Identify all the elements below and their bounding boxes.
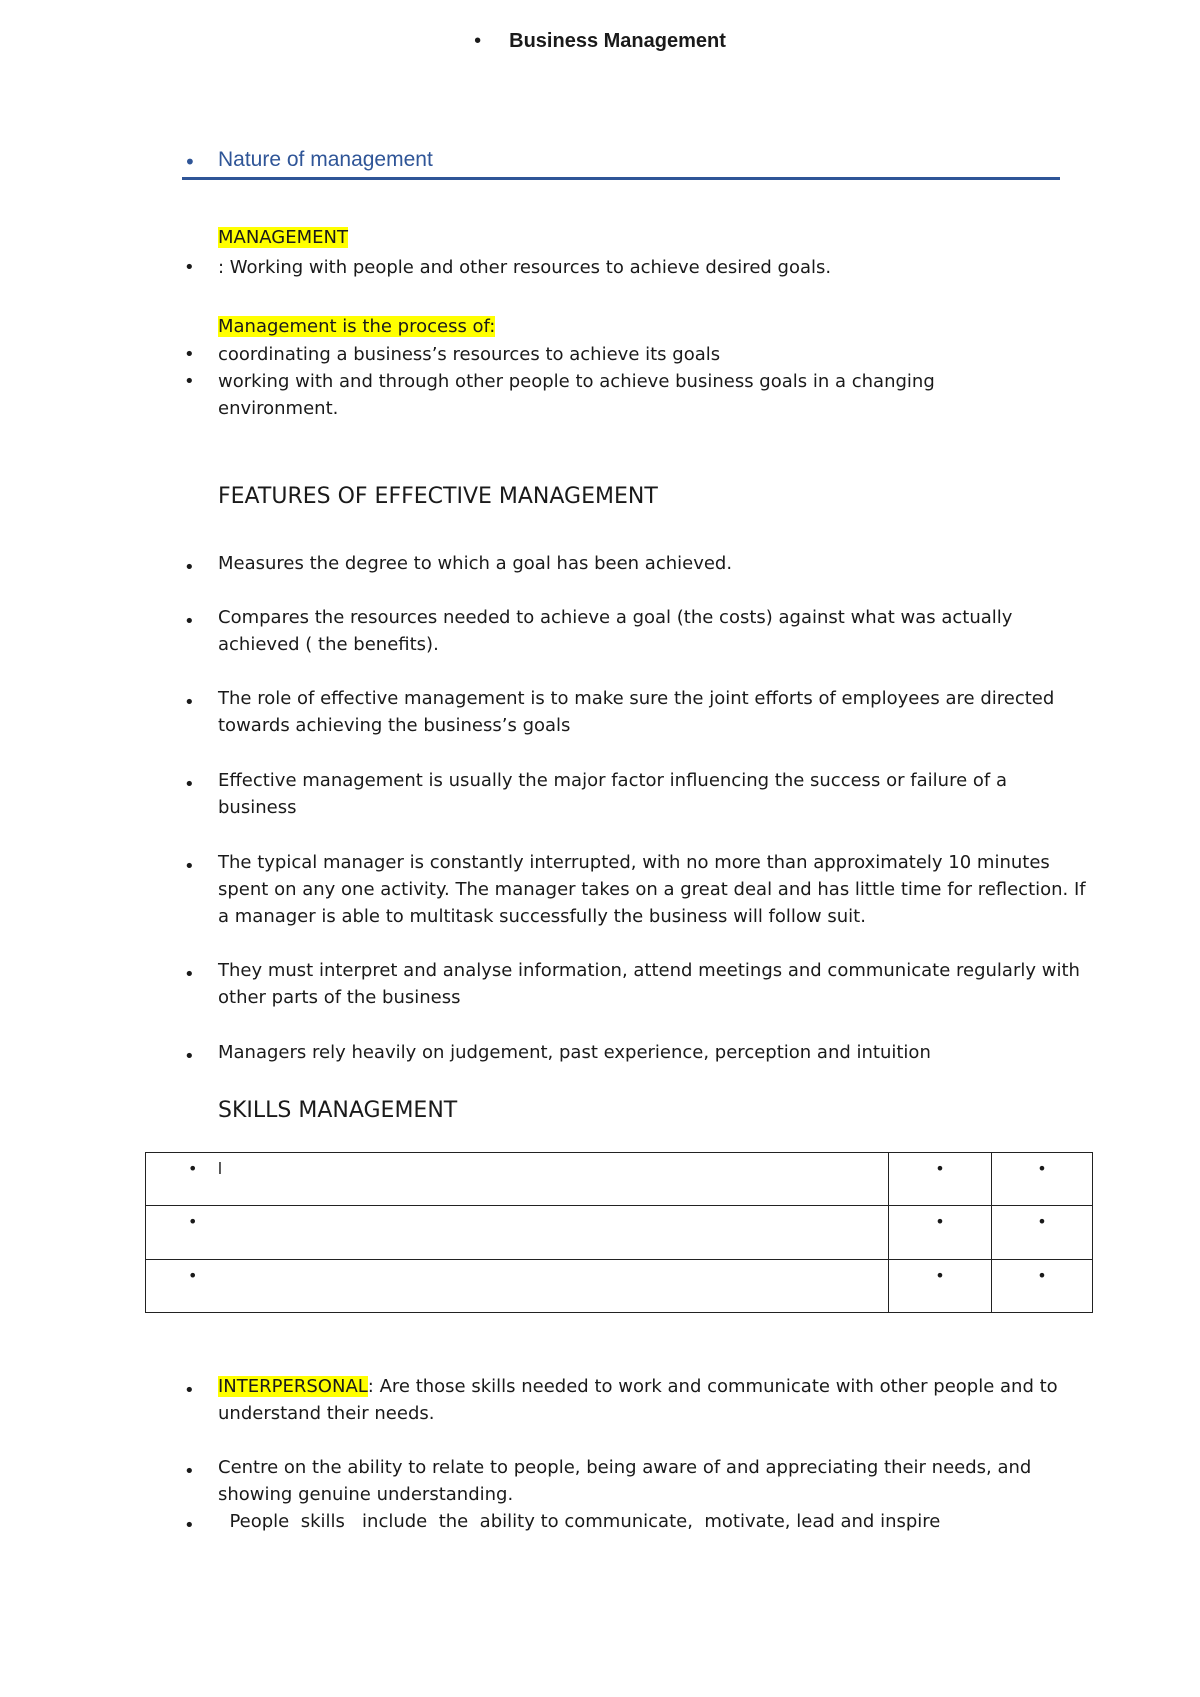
list-bullet: •: [184, 774, 195, 795]
interpersonal-description: : Are those skills needed to work and communicate with other people and to understand their needs.: [218, 1376, 1058, 1424]
list-bullet: •: [184, 692, 195, 713]
list-bullet: •: [184, 257, 195, 278]
table-row: [146, 1259, 1093, 1312]
section-divider: [182, 177, 1060, 180]
skills-heading: SKILLS MANAGEMENT: [218, 1098, 458, 1123]
table-cell: •: [889, 1206, 992, 1259]
list-item: People skills include the ability to communicate, motivate, lead and inspire: [218, 1511, 941, 1532]
management-definition: : Working with people and other resources to achieve desired goals.: [218, 257, 832, 278]
table-row: [146, 1153, 1093, 1206]
list-bullet: •: [184, 964, 195, 985]
table-cell: • l: [146, 1153, 889, 1206]
list-item: working with and through other people to achieve business goals in a changing environment.: [218, 371, 935, 419]
section-bullet: •: [184, 150, 196, 174]
list-item: Measures the degree to which a goal has been achieved.: [218, 553, 733, 574]
table-cell: •: [992, 1259, 1093, 1312]
list-item: Compares the resources needed to achieve a goal (the costs) against what was actually achieved ( the benefits).: [218, 607, 1013, 655]
management-label: MANAGEMENT: [218, 227, 348, 248]
table-cell: •: [146, 1259, 889, 1312]
table-cell: •: [992, 1153, 1093, 1206]
list-bullet: •: [184, 856, 195, 877]
table-cell: •: [146, 1206, 889, 1259]
document-header: [0, 30, 1200, 53]
list-item: The role of effective management is to make sure the joint efforts of employees are directed towards achieving the business’s goals: [218, 688, 1055, 736]
table-cell: •: [889, 1153, 992, 1206]
list-bullet: •: [184, 371, 195, 392]
skills-table: [145, 1152, 1093, 1313]
list-bullet: •: [184, 1461, 195, 1482]
list-bullet: •: [184, 1046, 195, 1067]
list-item: They must interpret and analyse information, attend meetings and communicate regularly with other parts of the business: [218, 960, 1080, 1008]
list-item: Managers rely heavily on judgement, past experience, perception and intuition: [218, 1042, 931, 1063]
table-cell: •: [889, 1259, 992, 1312]
header-bullet: •: [474, 30, 482, 52]
list-bullet: •: [184, 1380, 195, 1401]
list-item: Effective management is usually the major factor influencing the success or failure of a business: [218, 770, 1007, 818]
list-bullet: •: [184, 344, 195, 365]
list-bullet: •: [184, 1515, 195, 1536]
process-label: Management is the process of:: [218, 316, 496, 337]
list-bullet: •: [184, 557, 195, 578]
interpersonal-label: INTERPERSONAL: [218, 1376, 368, 1397]
section-title: Nature of management: [218, 148, 433, 171]
list-item: coordinating a business’s resources to achieve its goals: [218, 344, 721, 365]
list-bullet: •: [184, 611, 195, 632]
features-heading: FEATURES OF EFFECTIVE MANAGEMENT: [218, 484, 658, 509]
list-item: The typical manager is constantly interrupted, with no more than approximately 10 minutes spent on any one activity. The manager takes on a great deal and has little time for reflection. If a manager is able to multitask successfully the business will follow suit.: [218, 852, 1086, 927]
table-cell: •: [992, 1206, 1093, 1259]
list-item: Centre on the ability to relate to people, being aware of and appreciating their needs, and showing genuine understanding.: [218, 1457, 1032, 1505]
table-row: [146, 1206, 1093, 1259]
document-title: Business Management: [509, 30, 726, 52]
management-label-line: [218, 224, 1088, 251]
interpersonal-item: [218, 1373, 1088, 1427]
process-label-line: [218, 313, 1088, 340]
